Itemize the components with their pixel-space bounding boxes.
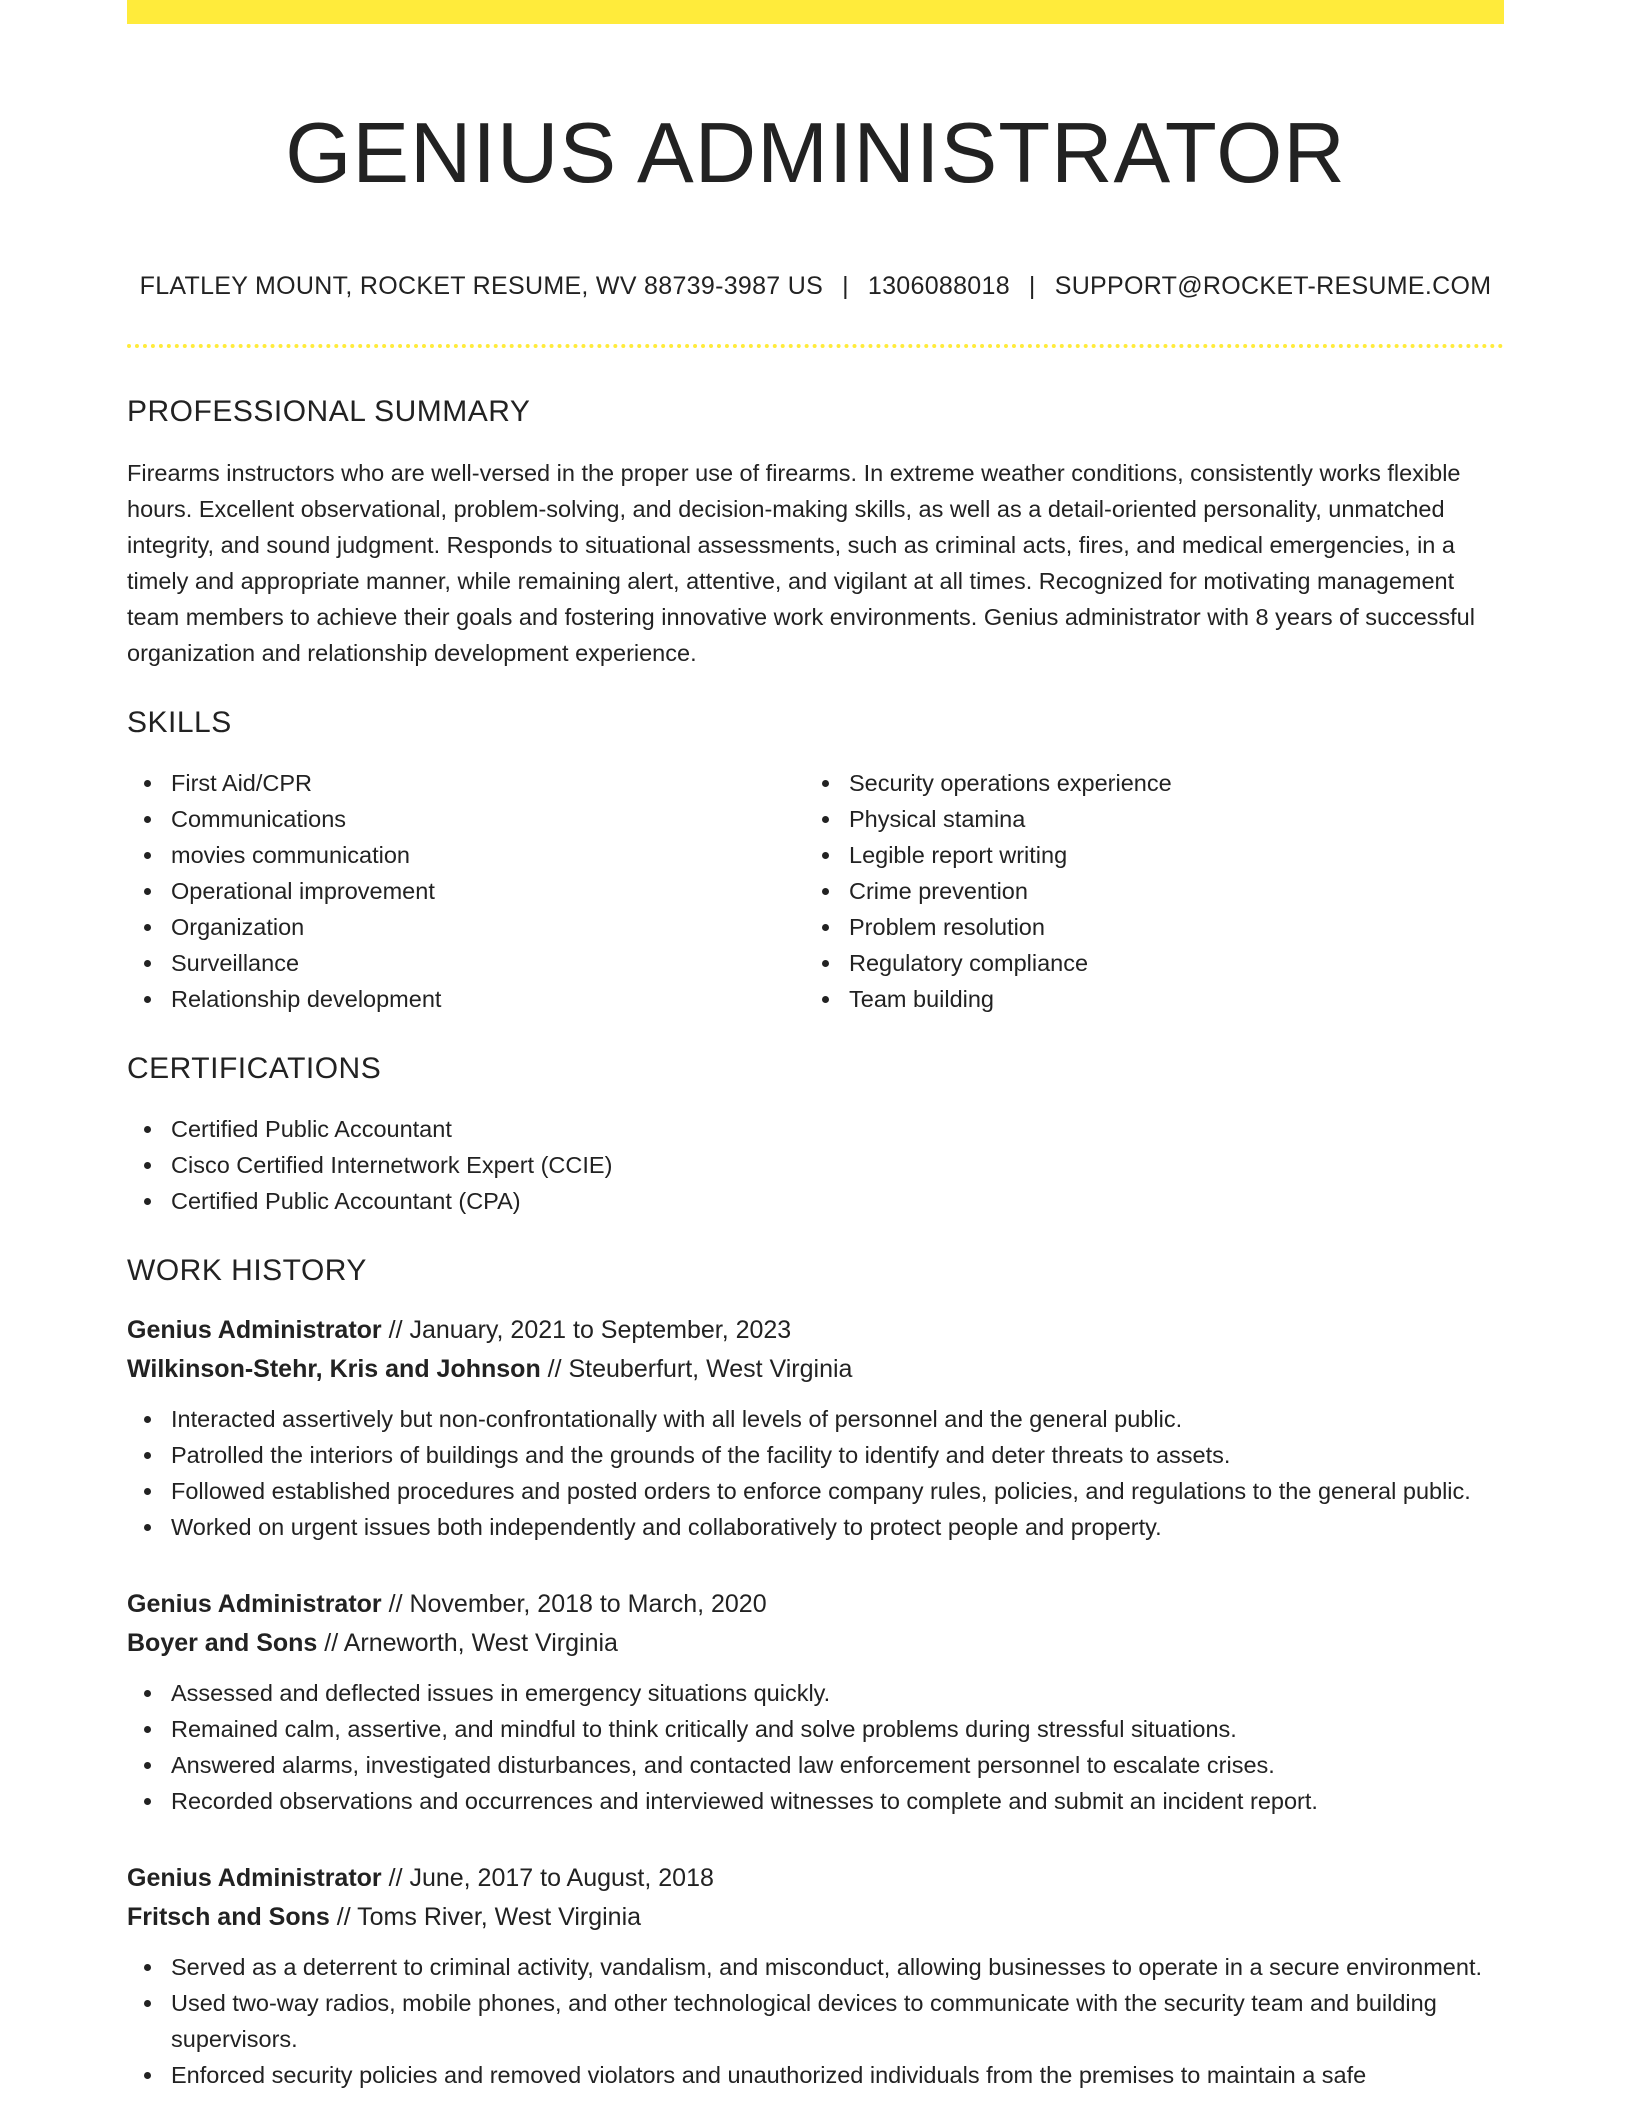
job-dates: // June, 2017 to August, 2018 [381,1864,714,1892]
job-bullets [127,1401,1504,1545]
job-role: Genius Administrator [127,1316,382,1344]
section-title-certifications: CERTIFICATIONS [127,1052,382,1085]
job-company: Wilkinson-Stehr, Kris and Johnson [127,1355,541,1383]
job-bullet: Patrolled the interiors of buildings and the grounds of the facility to identify and deter threats to assets. [127,1437,1504,1473]
skill-item: Crime prevention [805,873,1483,909]
skill-item: movies communication [127,837,805,873]
section-title-summary: PROFESSIONAL SUMMARY [127,395,531,428]
certification-item: Cisco Certified Internetwork Expert (CCIE) [127,1147,1504,1183]
job-entry [127,1859,1504,2093]
skill-item: Surveillance [127,945,805,981]
job-bullet: Assessed and deflected issues in emergency situations quickly. [127,1675,1504,1711]
job-role-line [127,1585,1504,1624]
skill-item: Operational improvement [127,873,805,909]
job-location: // Steuberfurt, West Virginia [540,1355,853,1383]
job-bullet: Remained calm, assertive, and mindful to think critically and solve problems during stressful situations. [127,1711,1504,1747]
job-bullet: Used two-way radios, mobile phones, and other technological devices to communicate with the security team and building supervisors. [127,1985,1504,2057]
contact-address: FLATLEY MOUNT, ROCKET RESUME, WV 88739-3987 US [139,272,824,300]
job-bullets [127,1949,1504,2093]
skill-item: Team building [805,981,1483,1017]
job-bullet: Worked on urgent issues both independently and collaboratively to protect people and property. [127,1509,1504,1545]
contact-separator: | [1028,272,1036,300]
skill-item: Communications [127,801,805,837]
job-bullet: Recorded observations and occurrences and interviewed witnesses to complete and submit an incident report. [127,1783,1504,1819]
job-bullet: Answered alarms, investigated disturbances, and contacted law enforcement personnel to escalate crises. [127,1747,1504,1783]
skill-item: Problem resolution [805,909,1483,945]
skill-item: Organization [127,909,805,945]
accent-top-bar [127,0,1504,24]
skill-item: Legible report writing [805,837,1483,873]
skill-item: Physical stamina [805,801,1483,837]
contact-email: SUPPORT@ROCKET-RESUME.COM [1054,272,1492,300]
header-divider [127,344,1504,348]
job-role-line [127,1859,1504,1898]
candidate-name: GENIUS ADMINISTRATOR [285,106,1346,201]
contact-line [127,229,1504,344]
certification-item: Certified Public Accountant (CPA) [127,1183,1504,1219]
job-company-line [127,1350,1504,1389]
skill-item: Regulatory compliance [805,945,1483,981]
skill-item: Relationship development [127,981,805,1017]
job-dates: // November, 2018 to March, 2020 [381,1590,767,1618]
section-title-work-history: WORK HISTORY [127,1254,367,1287]
job-role-line [127,1311,1504,1350]
skill-item: Security operations experience [805,765,1483,801]
certification-item: Certified Public Accountant [127,1111,1504,1147]
summary-text: Firearms instructors who are well-versed in the proper use of firearms. In extreme weather conditions, consistently works flexible hours. Excellent observational, problem-solving, and decision-making skills, as well as a detail-oriented personality, unmatched integrity, and sound judgment. Responds to situational assessments, such as criminal acts, fires, and medical emergencies, in a timely and appropriate manner, while remaining alert, attentive, and vigilant at all times. Recognized for motivating management team members to achieve their goals and fostering innovative work environments. Genius administrator with 8 years of successful organization and relationship development experience. [127,460,1475,666]
skills-grid [127,765,1504,1017]
section-title-skills: SKILLS [127,706,232,739]
job-entry [127,1311,1504,1545]
job-role: Genius Administrator [127,1590,382,1618]
job-role: Genius Administrator [127,1864,382,1892]
certifications-list [127,1111,1504,1219]
job-bullet: Interacted assertively but non-confrontationally with all levels of personnel and the general public. [127,1401,1504,1437]
job-bullet: Followed established procedures and posted orders to enforce company rules, policies, and regulations to the general public. [127,1473,1504,1509]
contact-phone: 1306088018 [867,272,1010,300]
resume-page [127,0,1504,2112]
job-entry [127,1585,1504,1819]
skills-list-right [805,765,1483,1017]
job-bullets [127,1675,1504,1819]
skill-item: First Aid/CPR [127,765,805,801]
job-bullet: Served as a deterrent to criminal activity, vandalism, and misconduct, allowing businesses to operate in a secure environment. [127,1949,1504,1985]
job-location: // Arneworth, West Virginia [317,1629,618,1657]
job-dates: // January, 2021 to September, 2023 [381,1316,792,1344]
job-company-line [127,1624,1504,1663]
job-company: Fritsch and Sons [127,1903,330,1931]
job-company: Boyer and Sons [127,1629,318,1657]
job-location: // Toms River, West Virginia [329,1903,642,1931]
job-company-line [127,1898,1504,1937]
skills-list-left [127,765,805,1017]
contact-separator: | [842,272,849,300]
job-bullet: Enforced security policies and removed violators and unauthorized individuals from the premises to maintain a safe [127,2057,1504,2093]
